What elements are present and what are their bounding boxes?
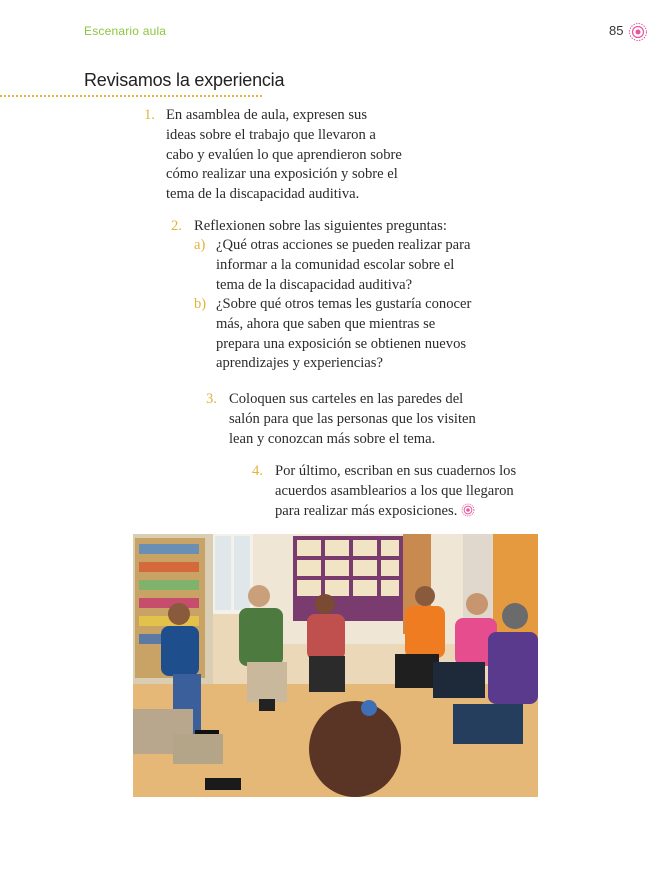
subitem-letter: b): [194, 296, 207, 312]
item-line: Coloquen sus carteles en las paredes del: [229, 391, 464, 407]
item-number: 3.: [206, 391, 217, 407]
item-line: acuerdos asamblearios a los que llegaron: [275, 482, 514, 499]
subitem-line: prepara una exposición se obtienen nuevos: [216, 335, 467, 352]
section-title: Revisamos la experiencia: [84, 70, 285, 90]
subitem-letter: a): [194, 237, 206, 253]
item-number: 1.: [144, 107, 155, 123]
title-underline: [0, 95, 262, 97]
classroom-photo: [133, 534, 538, 797]
subitem-line: ¿Qué otras acciones se pueden realizar para: [216, 237, 471, 253]
item-line: Reflexionen sobre las siguientes preguntas:: [194, 218, 447, 234]
item-line: cabo y evalúen lo que aprendieron sobre: [166, 146, 402, 163]
item-line: salón para que las personas que los visiten: [229, 410, 476, 427]
item-line: cómo realizar una exposición y sobre el: [166, 166, 398, 183]
item-line: Por último, escriban en sus cuadernos los: [275, 463, 517, 479]
subitem-line: informar a la comunidad escolar sobre el: [216, 256, 455, 273]
item-line: tema de la discapacidad auditiva.: [166, 186, 360, 203]
classroom-circle-photo-icon: [133, 534, 538, 797]
item-number: 2.: [171, 218, 182, 234]
page-number: 85: [609, 23, 624, 38]
item-line: lean y conozcan más sobre el tema.: [229, 430, 436, 447]
item-number: 4.: [252, 463, 263, 479]
subitem-line: aprendizajes y experiencias?: [216, 355, 383, 372]
section-tag: Escenario aula: [84, 24, 167, 38]
item-line: ideas sobre el trabajo que llevaron a: [166, 126, 376, 143]
subitem-line: más, ahora que saben que mientras se: [216, 315, 436, 332]
item-line: En asamblea de aula, expresen sus: [166, 107, 367, 123]
sun-ornament-icon: [461, 503, 475, 517]
subitem-line: tema de la discapacidad auditiva?: [216, 276, 413, 293]
subitem-line: ¿Sobre qué otros temas les gustaría conocer: [216, 296, 472, 312]
item-line: para realizar más exposiciones.: [275, 502, 458, 519]
sun-ornament-icon: [628, 22, 648, 42]
